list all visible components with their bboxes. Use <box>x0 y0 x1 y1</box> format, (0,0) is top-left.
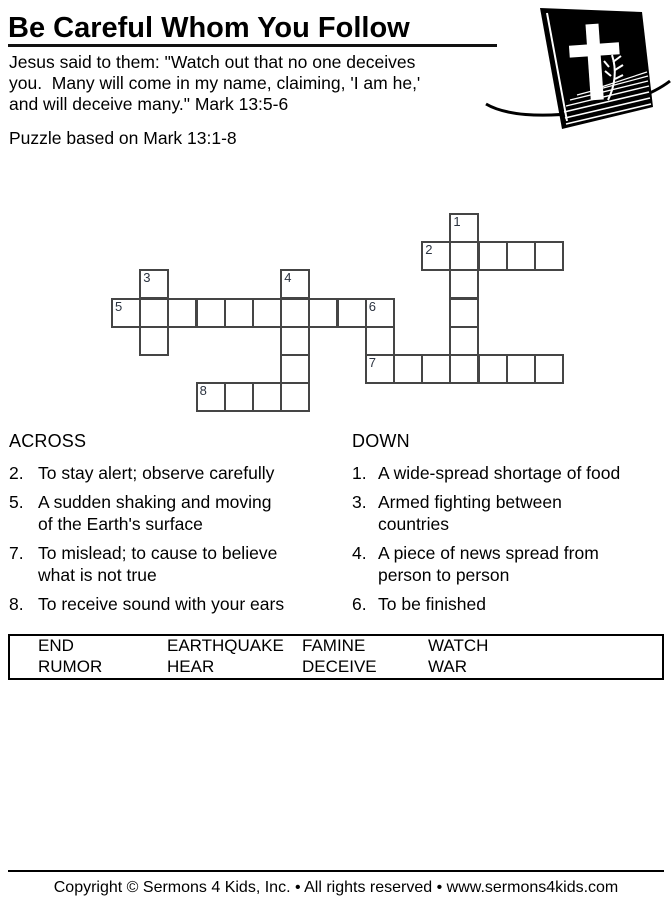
crossword-cell[interactable] <box>139 269 169 299</box>
word-bank-word: HEAR <box>167 657 215 676</box>
puzzle-source: Puzzle based on Mark 13:1-8 <box>9 128 237 148</box>
crossword-cell[interactable] <box>365 298 395 328</box>
clue <box>9 462 344 484</box>
crossword-cell[interactable] <box>337 298 367 328</box>
crossword-cell[interactable] <box>308 298 338 328</box>
word-bank-word: WAR <box>428 657 468 676</box>
crossword-cell[interactable] <box>478 241 508 271</box>
cell-number: 2 <box>425 242 433 258</box>
clue-text: To stay alert; observe carefully <box>38 463 275 483</box>
scripture-line: and will deceive many." Mark 13:5-6 <box>9 94 289 114</box>
clue <box>352 491 667 535</box>
word-bank-word: FAMINE <box>302 636 366 655</box>
clue-number: 1. <box>352 463 367 483</box>
crossword-cell[interactable] <box>365 354 395 384</box>
crossword-cell[interactable] <box>365 326 395 356</box>
across-clue-list <box>9 462 344 615</box>
across-clues <box>9 431 344 622</box>
clue <box>352 462 667 484</box>
cell-number: 1 <box>453 214 461 229</box>
clue-text: A sudden shaking and moving of the Earth's surface <box>38 492 272 534</box>
crossword-cell[interactable] <box>449 213 479 243</box>
clue-text: A piece of news spread from person to person <box>378 543 599 585</box>
crossword-cell[interactable] <box>449 354 479 384</box>
crossword-cell[interactable] <box>449 298 479 328</box>
crossword-cell[interactable] <box>449 241 479 271</box>
crossword-cell[interactable] <box>139 326 169 356</box>
crossword-cell[interactable] <box>449 269 479 299</box>
crossword-cell[interactable] <box>393 354 423 384</box>
crossword-cell[interactable] <box>534 241 564 271</box>
crossword-grid <box>111 213 566 415</box>
crossword-cell[interactable] <box>421 354 451 384</box>
down-clues <box>352 431 667 622</box>
crossword-cell[interactable] <box>421 241 451 271</box>
word-bank-word: DECEIVE <box>302 657 377 676</box>
crossword-cell[interactable] <box>224 382 254 412</box>
clue-text: To mislead; to cause to believe what is not true <box>38 543 278 585</box>
down-clue-list <box>352 462 667 615</box>
word-bank-word: WATCH <box>428 636 489 655</box>
word-bank-word: EARTHQUAKE <box>167 636 284 655</box>
cell-number: 8 <box>199 383 207 399</box>
crossword-cell[interactable] <box>449 326 479 356</box>
cell-number: 3 <box>143 270 151 286</box>
crossword-cell[interactable] <box>280 354 310 384</box>
across-heading: ACROSS <box>9 431 87 451</box>
footer-rule <box>8 870 664 872</box>
bible-icon <box>480 0 672 140</box>
crossword-cell[interactable] <box>506 241 536 271</box>
clue-number: 6. <box>352 594 367 614</box>
cell-number: 6 <box>368 298 377 314</box>
crossword-cell[interactable] <box>111 298 141 328</box>
down-heading: DOWN <box>352 431 410 451</box>
cell-number: 4 <box>284 270 292 286</box>
clue-number: 4. <box>352 543 367 563</box>
scripture-quote <box>9 52 420 115</box>
crossword-cell[interactable] <box>280 298 310 328</box>
crossword-cell[interactable] <box>139 298 169 328</box>
crossword-cell[interactable] <box>196 298 226 328</box>
crossword-cell[interactable] <box>506 354 536 384</box>
crossword-cell[interactable] <box>280 269 310 299</box>
clue-number: 5. <box>9 492 24 512</box>
cell-number: 5 <box>115 298 123 314</box>
clue-number: 7. <box>9 543 24 563</box>
clue <box>9 542 344 586</box>
crossword-cell[interactable] <box>224 298 254 328</box>
scripture-line: Jesus said to them: "Watch out that no one deceives <box>9 52 416 72</box>
clue-number: 2. <box>9 463 24 483</box>
clue-text: A wide-spread shortage of food <box>378 463 621 483</box>
crossword-cell[interactable] <box>280 382 310 412</box>
clue <box>9 593 344 615</box>
crossword-cell[interactable] <box>534 354 564 384</box>
word-bank-word: RUMOR <box>38 657 103 676</box>
clue <box>352 593 667 615</box>
title-underline <box>8 44 497 47</box>
clue-number: 8. <box>9 594 24 614</box>
page-title: Be Careful Whom You Follow <box>8 12 410 44</box>
scripture-line: you. Many will come in my name, claiming, 'I am he,' <box>9 73 421 93</box>
word-bank <box>8 634 664 680</box>
clue-text: To be finished <box>378 594 486 614</box>
crossword-cell[interactable] <box>196 382 226 412</box>
clue-number: 3. <box>352 492 367 512</box>
footer-text: Copyright © Sermons 4 Kids, Inc. • All rights reserved • www.sermons4kids.com <box>53 879 619 896</box>
clue <box>9 491 344 535</box>
crossword-cell[interactable] <box>252 382 282 412</box>
clue <box>352 542 667 586</box>
crossword-cell[interactable] <box>280 326 310 356</box>
crossword-cell[interactable] <box>478 354 508 384</box>
crossword-cell[interactable] <box>167 298 197 328</box>
crossword-cell[interactable] <box>252 298 282 328</box>
cell-number: 7 <box>368 355 377 370</box>
clue-text: Armed fighting between countries <box>378 492 562 534</box>
word-bank-word: END <box>38 636 74 655</box>
clue-text: To receive sound with your ears <box>38 594 285 614</box>
